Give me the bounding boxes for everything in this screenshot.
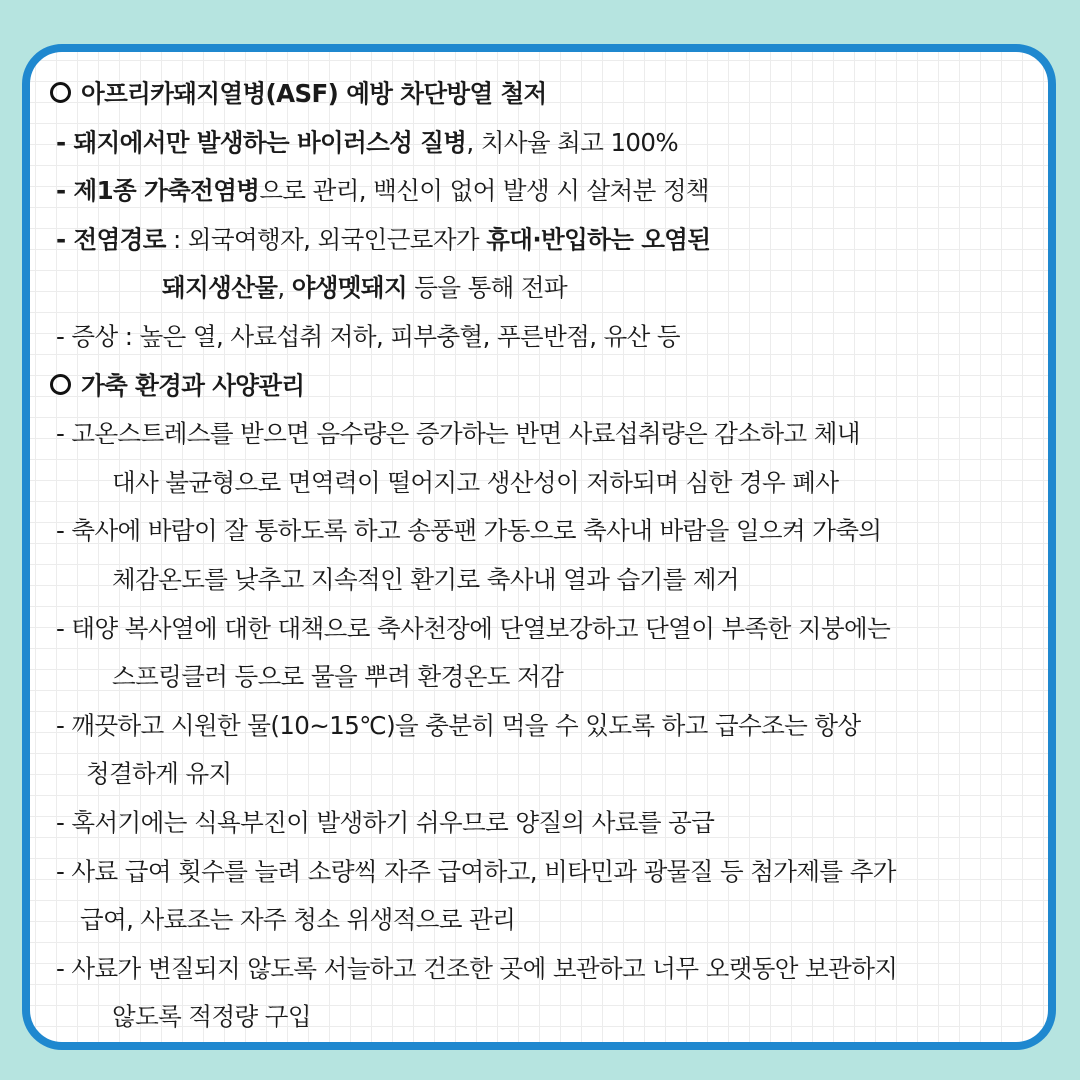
env-line-cont: 스프링클러 등으로 물을 뿌려 환경온도 저감: [112, 662, 564, 692]
env-line-cont: 체감온도를 낮추고 지속적인 환기로 축사내 열과 습기를 제거: [112, 564, 739, 594]
env-line: - 혹서기에는 식욕부진이 발생하기 쉬우므로 양질의 사료를 공급: [56, 807, 715, 837]
env-line: - 고온스트레스를 받으면 음수량은 증가하는 반면 사료섭취량은 감소하고 체내: [56, 419, 860, 449]
heading-text: 가축 환경과 사양관리: [81, 370, 305, 400]
bold-text: 야생멧돼지: [291, 273, 408, 303]
env-line: - 사료가 변질되지 않도록 서늘하고 건조한 곳에 보관하고 너무 오랫동안 보관하지: [56, 953, 898, 983]
notice-content: [50, 70, 1040, 1042]
env-line: - 축사에 바람이 잘 통하도록 하고 송풍팬 가동으로 축사내 바람을 일으켜 가축의: [56, 516, 882, 546]
env-line: - 사료 급여 횟수를 늘려 소량씩 자주 급여하고, 비타민과 광물질 등 첨가제를 추가: [56, 856, 896, 886]
plain-text: - 증상 : 높은 열, 사료섭취 저하, 피부충혈, 푸른반점, 유산 등: [56, 321, 680, 351]
bold-text: - 제1종 가축전염병: [56, 176, 260, 206]
asf-line-route: [50, 216, 1040, 265]
asf-line-disease: [50, 119, 1040, 168]
asf-line-symptoms: [50, 313, 1040, 362]
section-heading-asf: [50, 70, 1040, 119]
heading-text: 아프리카돼지열병(ASF) 예방 차단방열 철저: [81, 79, 547, 108]
bold-text: 돼지생산물: [162, 273, 278, 303]
circle-bullet-icon: [50, 374, 71, 395]
bold-text: - 전염경로: [56, 224, 166, 254]
plain-text: 등을 통해 전파: [407, 273, 568, 303]
env-line: - 깨끗하고 시원한 물(10~15℃)을 충분히 먹을 수 있도록 하고 급수조는 항상: [56, 710, 861, 740]
plain-text: 으로 관리, 백신이 없어 발생 시 살처분 정책: [259, 176, 709, 206]
notice-card: [22, 44, 1056, 1050]
bold-text: 휴대·반입하는 오염된: [486, 224, 711, 254]
plain-text: : 외국여행자, 외국인근로자가: [165, 224, 487, 254]
env-line-cont: 급여, 사료조는 자주 청소 위생적으로 관리: [80, 905, 516, 935]
circle-bullet-icon: [50, 82, 71, 103]
env-line-cont: 청결하게 유지: [86, 759, 232, 789]
asf-line-management: [50, 167, 1040, 216]
asf-line-route-cont: [50, 264, 1040, 313]
plain-text: , 치사율 최고 100%: [466, 127, 679, 157]
section-heading-env: [50, 362, 1040, 411]
plain-text: ,: [277, 273, 292, 303]
env-line-cont: 않도록 적정량 구입: [112, 1002, 311, 1032]
bold-text: - 돼지에서만 발생하는 바이러스성 질병: [56, 127, 467, 157]
env-line-cont: 대사 불균형으로 면역력이 떨어지고 생산성이 저하되며 심한 경우 폐사: [112, 467, 839, 497]
env-line: - 태양 복사열에 대한 대책으로 축사천장에 단열보강하고 단열이 부족한 지붕에는: [56, 613, 891, 643]
